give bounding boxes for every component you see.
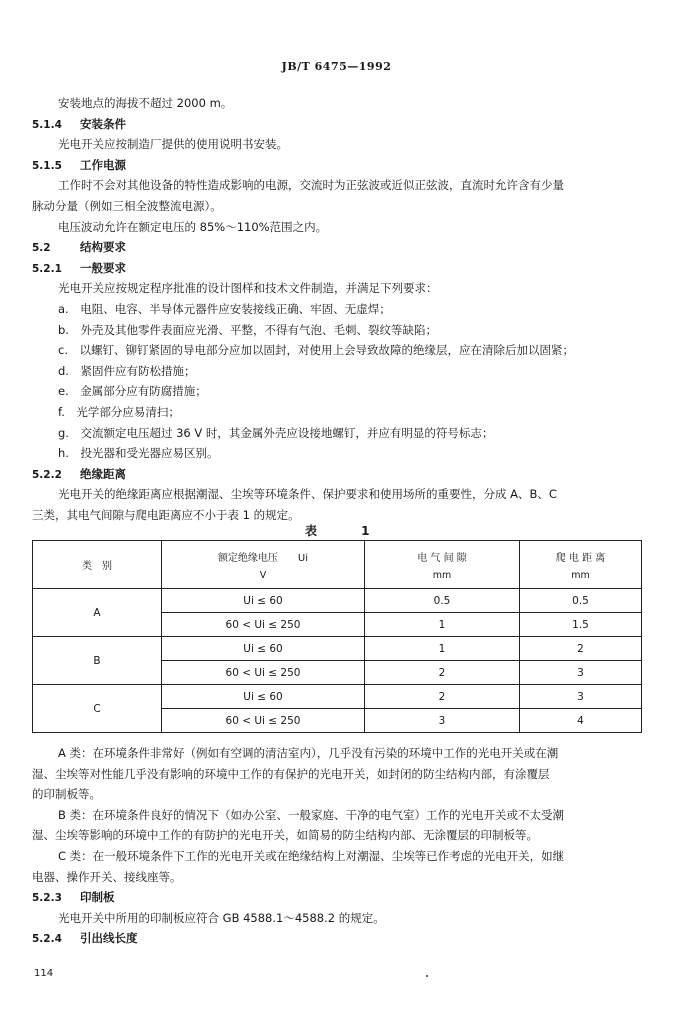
page-number: 114 xyxy=(34,968,54,979)
paragraph-line xyxy=(58,219,327,235)
paragraph-line xyxy=(32,766,550,782)
paragraph-line xyxy=(32,827,538,843)
voltage-cell: 60 < Ui ≤ 250 xyxy=(162,709,365,733)
paragraph-line xyxy=(58,95,232,111)
paragraph-line xyxy=(32,786,101,802)
paragraph-line xyxy=(58,363,195,379)
paragraph-line xyxy=(58,807,564,823)
category-cell: A xyxy=(33,589,162,637)
paragraph-line xyxy=(32,198,222,214)
line-text: 三类，其电气间隙与爬电距离应不小于表 1 的规定。 xyxy=(32,508,300,522)
clearance-cell: 2 xyxy=(365,685,520,709)
line-text: C 类：在一般环境条件下工作的光电开关或在绝缘结构上对潮湿、尘埃等已作考虑的光电开关，如继 xyxy=(58,849,565,863)
section-heading xyxy=(32,889,115,906)
creepage-cell: 3 xyxy=(520,685,642,709)
paragraph-line xyxy=(58,301,391,317)
header-voltage-unit: V xyxy=(259,569,267,581)
line-text: g. 交流额定电压超过 36 V 时，其金属外壳应设接地螺钉，并应有明显的符号标志； xyxy=(58,425,494,440)
table-caption: 表 1 xyxy=(305,524,390,538)
paragraph-line xyxy=(58,910,385,926)
clearance-cell: 1 xyxy=(365,637,520,661)
line-text: a. 电阻、电容、半导体元器件应安装接线正确、牢固、无虚焊； xyxy=(58,302,391,316)
creepage-cell: 0.5 xyxy=(520,589,642,613)
line-text: 结构要求 xyxy=(80,240,126,255)
line-text: c. 以螺钉、铆钉紧固的导电部分应加以固封，对使用上会导致故障的绝缘层，应在清除后加以固紧； xyxy=(58,343,574,358)
section-heading xyxy=(32,239,126,256)
line-text: 工作电源 xyxy=(80,157,126,172)
line-text: h. 投光器和受光器应易区别。 xyxy=(58,446,219,461)
line-text: f. 光学部分应易清扫； xyxy=(58,405,180,419)
section-number: 5.1.5 xyxy=(32,159,62,172)
clearance-cell: 3 xyxy=(365,709,520,733)
header-clearance-unit: mm xyxy=(432,569,452,581)
voltage-cell: 60 < Ui ≤ 250 xyxy=(162,661,365,685)
category-cell: C xyxy=(33,685,162,733)
header-category: 类 别 xyxy=(33,541,162,589)
paragraph-line xyxy=(58,280,438,296)
line-text: 湿、尘埃等对性能几乎没有影响的环境中工作的有保护的光电开关，如封闭的防尘结构内部，有涂覆层 xyxy=(32,766,550,781)
table-header-row xyxy=(33,541,642,589)
voltage-cell: Ui ≤ 60 xyxy=(162,685,365,709)
line-text: e. 金属部分应有防腐措施； xyxy=(58,384,207,399)
line-text: 安装地点的海拔不超过 2000 m。 xyxy=(58,96,233,110)
line-text: B 类：在环境条件良好的情况下（如办公室、一般家庭、干净的电气室）工作的光电开关或不太受潮 xyxy=(58,807,565,822)
paragraph-line xyxy=(58,342,574,358)
paragraph-line xyxy=(58,745,558,761)
line-text: 电器、操作开关、接线座等。 xyxy=(32,869,182,884)
scan-speck xyxy=(426,975,428,977)
section-number: 5.1.4 xyxy=(32,118,62,131)
line-text: 引出线长度 xyxy=(80,931,138,946)
line-text: 电压波动允许在额定电压的 85%～110%范围之内。 xyxy=(58,219,328,234)
paragraph-line xyxy=(32,507,300,523)
line-text: 湿、尘埃等影响的环境中工作的有防护的光电开关，如简易的防尘结构内部、无涂覆层的印制板等。 xyxy=(32,828,538,843)
paragraph-line xyxy=(58,425,493,441)
line-text: 安装条件 xyxy=(80,116,126,131)
paragraph-line xyxy=(58,177,564,193)
line-text: 脉动分量（例如三相全波整流电源）。 xyxy=(32,199,222,213)
voltage-cell: 60 < Ui ≤ 250 xyxy=(162,613,365,637)
section-number: 5.2 xyxy=(32,242,51,255)
line-text: 光电开关的绝缘距离应根据潮湿、尘埃等环境条件、保护要求和使用场所的重要性，分成 A、B、C xyxy=(58,487,557,502)
section-heading xyxy=(32,466,126,483)
table-row xyxy=(33,589,642,613)
section-number: 5.2.2 xyxy=(32,468,62,481)
page-header: JB/T 6475—1992 xyxy=(281,60,392,73)
section-number: 5.2.3 xyxy=(32,892,62,905)
line-text: 光电开关应按规定程序批准的设计图样和技术文件制造，并满足下列要求： xyxy=(58,281,438,296)
header-clearance xyxy=(365,541,520,589)
paragraph-line xyxy=(58,486,557,502)
table-row xyxy=(33,637,642,661)
line-text: 一般要求 xyxy=(80,260,126,275)
creepage-cell: 3 xyxy=(520,661,642,685)
voltage-cell: Ui ≤ 60 xyxy=(162,637,365,661)
creepage-cell: 1.5 xyxy=(520,613,642,637)
clearance-cell: 0.5 xyxy=(365,589,520,613)
line-text: 印制板 xyxy=(80,890,115,905)
header-creepage xyxy=(520,541,642,589)
clearance-cell: 2 xyxy=(365,661,520,685)
section-number: 5.2.1 xyxy=(32,262,62,275)
paragraph-line xyxy=(58,445,218,461)
header-clearance-label: 电 气 间 隙 xyxy=(417,552,467,564)
line-text: d. 紧固件应有防松措施； xyxy=(58,363,196,378)
paragraph-line xyxy=(58,322,437,338)
line-text: 工作时不会对其他设备的特性造成影响的电源，交流时为正弦波或近似正弦波，直流时允许含有少量 xyxy=(58,178,564,193)
creepage-cell: 4 xyxy=(520,709,642,733)
header-creepage-unit: mm xyxy=(571,569,590,581)
paragraph-line xyxy=(58,136,288,152)
section-heading xyxy=(32,116,126,133)
paragraph-line xyxy=(32,869,182,885)
header-voltage xyxy=(162,541,365,589)
header-creepage-label: 爬 电 距 离 xyxy=(555,552,606,564)
voltage-cell: Ui ≤ 60 xyxy=(162,589,365,613)
line-text: b. 外壳及其他零件表面应光滑、平整，不得有气泡、毛刺、裂纹等缺陷； xyxy=(58,322,437,337)
line-text: A 类：在环境条件非常好（例如有空调的清洁室内），几乎没有污染的环境中工作的光电开关或在潮 xyxy=(58,746,559,760)
category-cell: B xyxy=(33,637,162,685)
creepage-cell: 2 xyxy=(520,637,642,661)
paragraph-line xyxy=(58,848,564,864)
table-row xyxy=(33,685,642,709)
line-text: 光电开关中所用的印制板应符合 GB 4588.1～4588.2 的规定。 xyxy=(58,910,385,925)
paragraph-line xyxy=(58,383,207,399)
clearance-table xyxy=(32,540,642,733)
clearance-cell: 1 xyxy=(365,613,520,637)
line-text: 绝缘距离 xyxy=(80,466,126,481)
section-heading xyxy=(32,260,126,277)
section-number: 5.2.4 xyxy=(32,933,62,946)
section-heading xyxy=(32,157,126,174)
line-text: 光电开关应按制造厂提供的使用说明书安装。 xyxy=(58,137,288,152)
paragraph-line xyxy=(58,404,180,420)
line-text: 的印制板等。 xyxy=(32,787,101,802)
header-voltage-label: 额定绝缘电压 Ui xyxy=(217,552,309,564)
section-heading xyxy=(32,930,138,947)
